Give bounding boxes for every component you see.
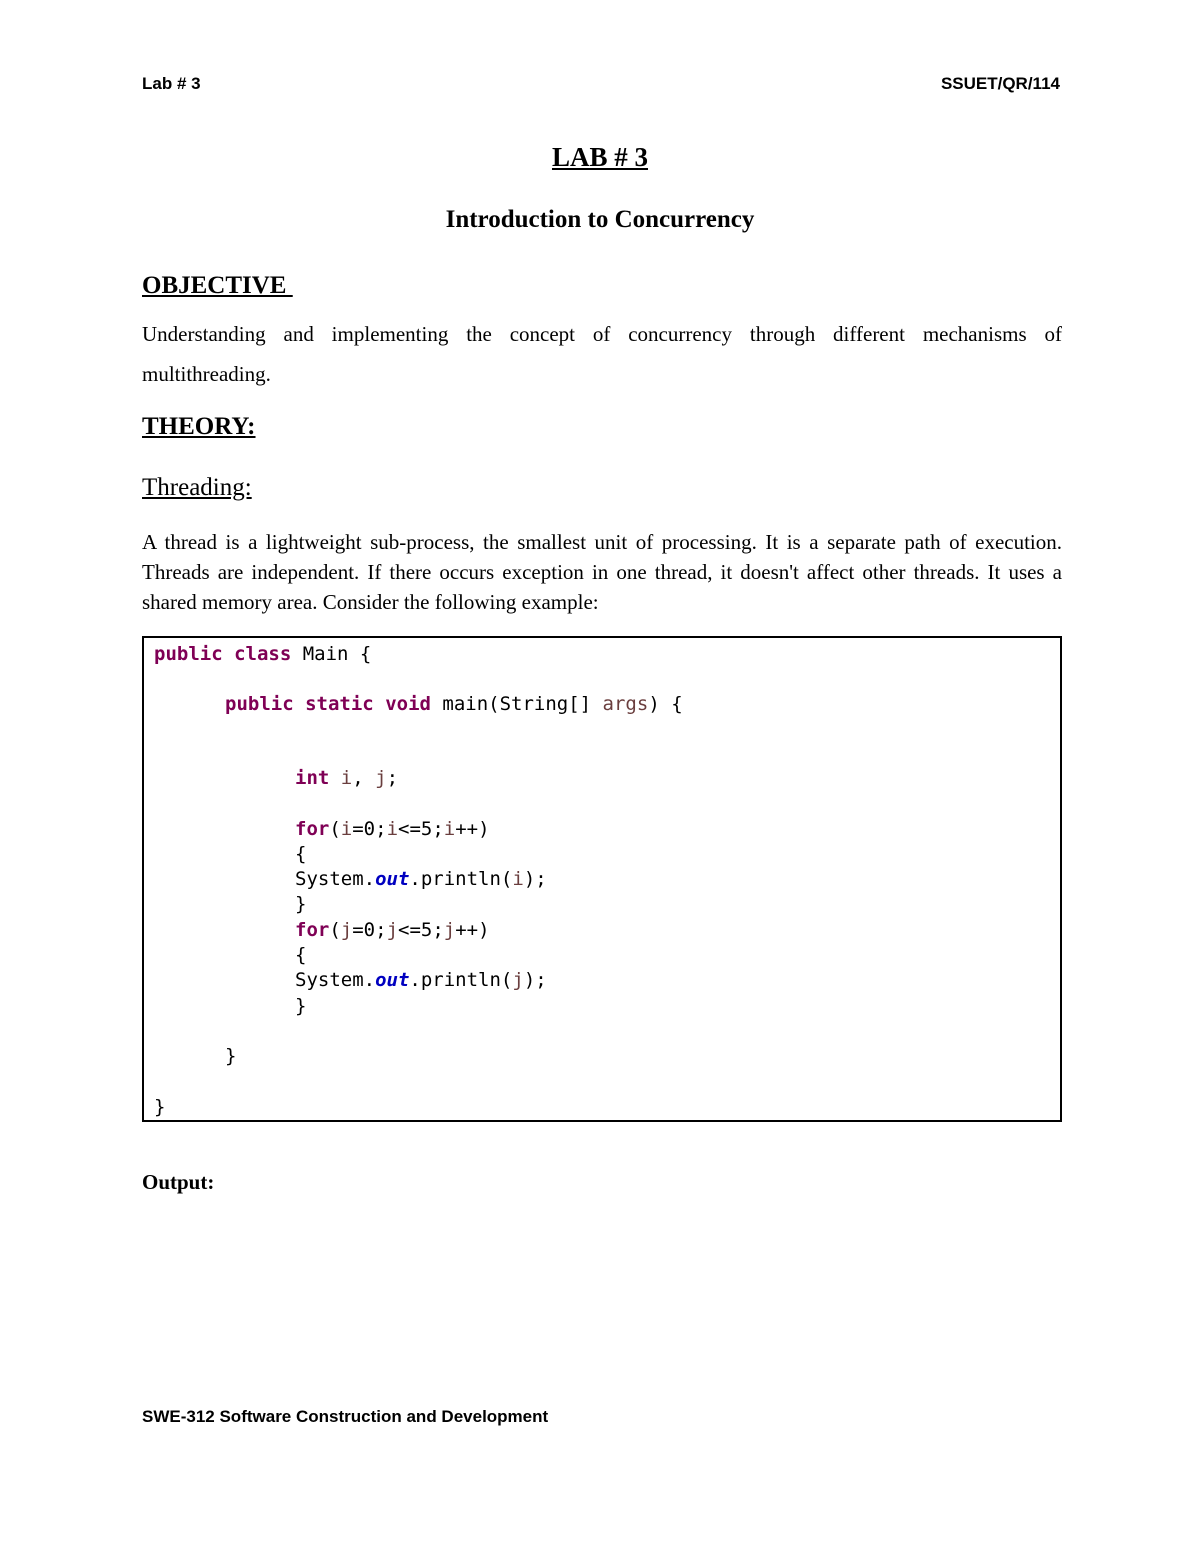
code-keyword: public — [225, 693, 294, 715]
code-text: ); — [523, 868, 547, 890]
code-variable: i — [386, 818, 399, 840]
code-keyword: int — [295, 767, 330, 789]
code-text: <=5; — [398, 818, 444, 840]
objective-heading: OBJECTIVE — [142, 272, 293, 299]
theory-text: A thread is a lightweight sub-process, the smallest unit of processing. It is a separate path of execution. Threads are independent. If there occurs exception in one thread, it doesn't affect other threads. It uses a shared memory area. Consider the following example: — [142, 530, 1062, 614]
code-field: out — [375, 868, 410, 890]
code-text: ( — [329, 818, 341, 840]
code-text: ) { — [648, 693, 683, 715]
code-text: .println( — [409, 868, 513, 890]
code-variable: i — [340, 767, 353, 789]
lab-title: LAB # 3 — [551, 142, 649, 172]
code-variable: j — [512, 969, 524, 991]
code-text: System. — [295, 868, 376, 890]
code-line-class-decl — [154, 642, 371, 666]
code-text: ); — [523, 969, 547, 991]
code-keyword: public — [154, 643, 223, 665]
code-line-println-j — [295, 968, 547, 992]
code-field: out — [375, 969, 410, 991]
threading-subheading: Threading: — [142, 474, 252, 501]
code-line-method-close: } — [225, 1045, 237, 1067]
code-text: =0; — [352, 919, 387, 941]
code-text: main(String[] — [430, 693, 603, 715]
code-variable: args — [602, 693, 649, 715]
code-variable: i — [340, 818, 353, 840]
code-text: ; — [386, 767, 399, 789]
code-line-brace: } — [295, 893, 307, 915]
code-line-class-close: } — [154, 1096, 166, 1118]
document-title: Introduction to Concurrency — [445, 206, 755, 233]
code-line-for-j — [295, 918, 490, 942]
code-variable: j — [340, 919, 353, 941]
code-text: <=5; — [398, 919, 444, 941]
header-lab-number: Lab # 3 — [142, 74, 201, 93]
code-text: , — [352, 767, 376, 789]
code-text: .println( — [409, 969, 513, 991]
theory-heading: THEORY: — [142, 413, 256, 440]
footer-course-name: SWE-312 Software Construction and Development — [142, 1407, 549, 1426]
header-document-code: SSUET/QR/114 — [940, 74, 1060, 93]
objective-text: Understanding and implementing the concept of concurrency through different mechanisms of multithreading. — [142, 322, 1062, 386]
code-keyword: static — [305, 693, 374, 715]
code-text: ++) — [455, 919, 490, 941]
code-line-brace: { — [295, 944, 307, 966]
code-line-println-i — [295, 867, 547, 891]
code-line-brace: { — [295, 843, 307, 865]
code-keyword: void — [385, 693, 431, 715]
output-label: Output: — [142, 1170, 215, 1194]
code-text: =0; — [352, 818, 387, 840]
code-variable: j — [386, 919, 399, 941]
code-text: ++) — [455, 818, 490, 840]
code-line-brace: } — [295, 995, 307, 1017]
code-text: Main { — [291, 643, 372, 665]
code-keyword: for — [295, 818, 330, 840]
code-line-var-decl — [295, 766, 398, 790]
code-variable: j — [443, 919, 456, 941]
code-text: ( — [329, 919, 341, 941]
code-keyword: class — [234, 643, 292, 665]
code-variable: i — [443, 818, 456, 840]
code-text: System. — [295, 969, 376, 991]
code-variable: j — [375, 767, 387, 789]
code-line-for-i — [295, 817, 490, 841]
code-example-box — [142, 636, 1062, 1122]
code-variable: i — [512, 868, 524, 890]
code-keyword: for — [295, 919, 330, 941]
code-line-main-decl — [225, 692, 683, 716]
